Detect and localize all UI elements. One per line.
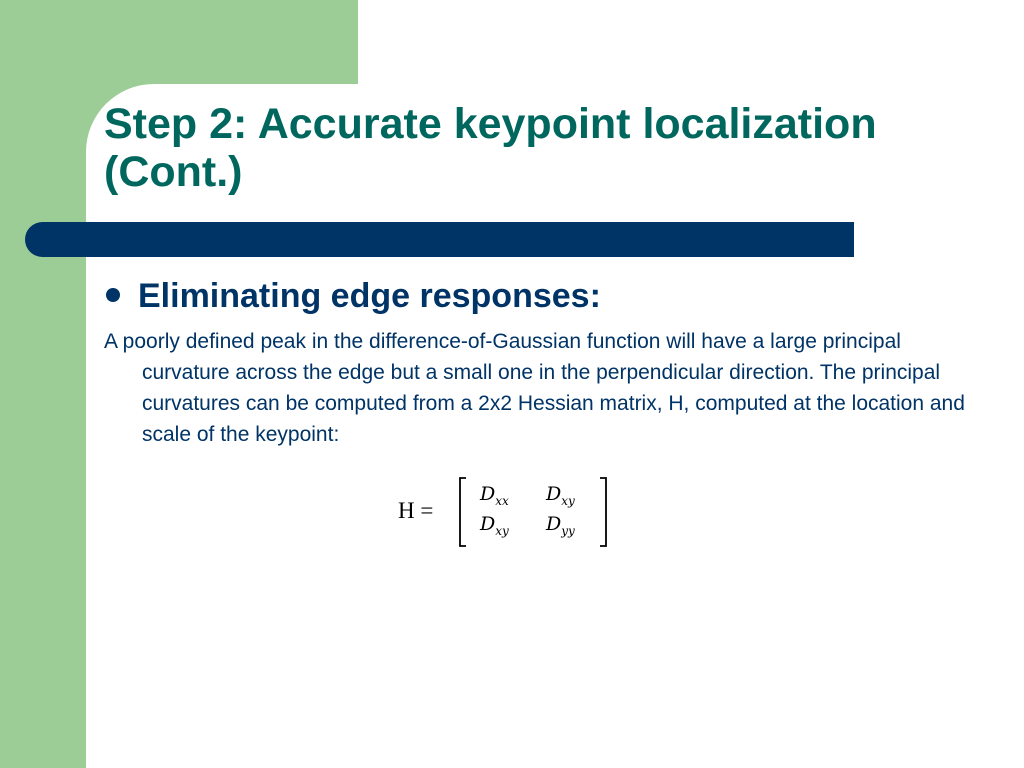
- matrix-entry-dxy-bottom: [479, 513, 509, 538]
- matrix-entry-dxx: [479, 483, 509, 508]
- matrix-entry-dxy-top-sub: xy: [561, 494, 575, 508]
- matrix-entry-dxx-base: D: [480, 483, 496, 505]
- hessian-matrix-formula: [396, 476, 612, 550]
- matrix-entry-dyy: [545, 513, 575, 538]
- title-divider-bar: [25, 222, 854, 257]
- matrix-entry-dxy-top: [545, 483, 575, 508]
- matrix-entry-dxx-sub: xx: [495, 494, 509, 508]
- body-paragraph: A poorly defined peak in the difference-of-Gaussian function will have a large principal curvature across the edge but a small one in the perpendicular direction. The principal curvatures can be computed from a 2x2 Hessian matrix, H, computed at the location and scale of the keypoint:: [104, 330, 965, 446]
- bullet-text: Eliminating edge responses:: [138, 277, 601, 315]
- left-bracket-icon: [460, 478, 466, 546]
- right-bracket-icon: [600, 478, 606, 546]
- slide-title: [104, 100, 1004, 196]
- matrix-entry-dxy-bottom-base: D: [480, 513, 496, 535]
- slide-title-line-2: (Cont.): [104, 148, 243, 196]
- formula-lhs: H =: [398, 498, 434, 523]
- matrix-entry-dxy-bottom-sub: xy: [495, 524, 509, 538]
- matrix-entry-dyy-sub: yy: [561, 524, 575, 538]
- matrix-entry-dyy-base: D: [546, 513, 562, 535]
- bullet-dot-icon: [106, 288, 120, 302]
- matrix-entry-dxy-top-base: D: [546, 483, 562, 505]
- slide-title-line-1: Step 2: Accurate keypoint localization: [104, 100, 877, 148]
- bullet-item: [106, 276, 986, 316]
